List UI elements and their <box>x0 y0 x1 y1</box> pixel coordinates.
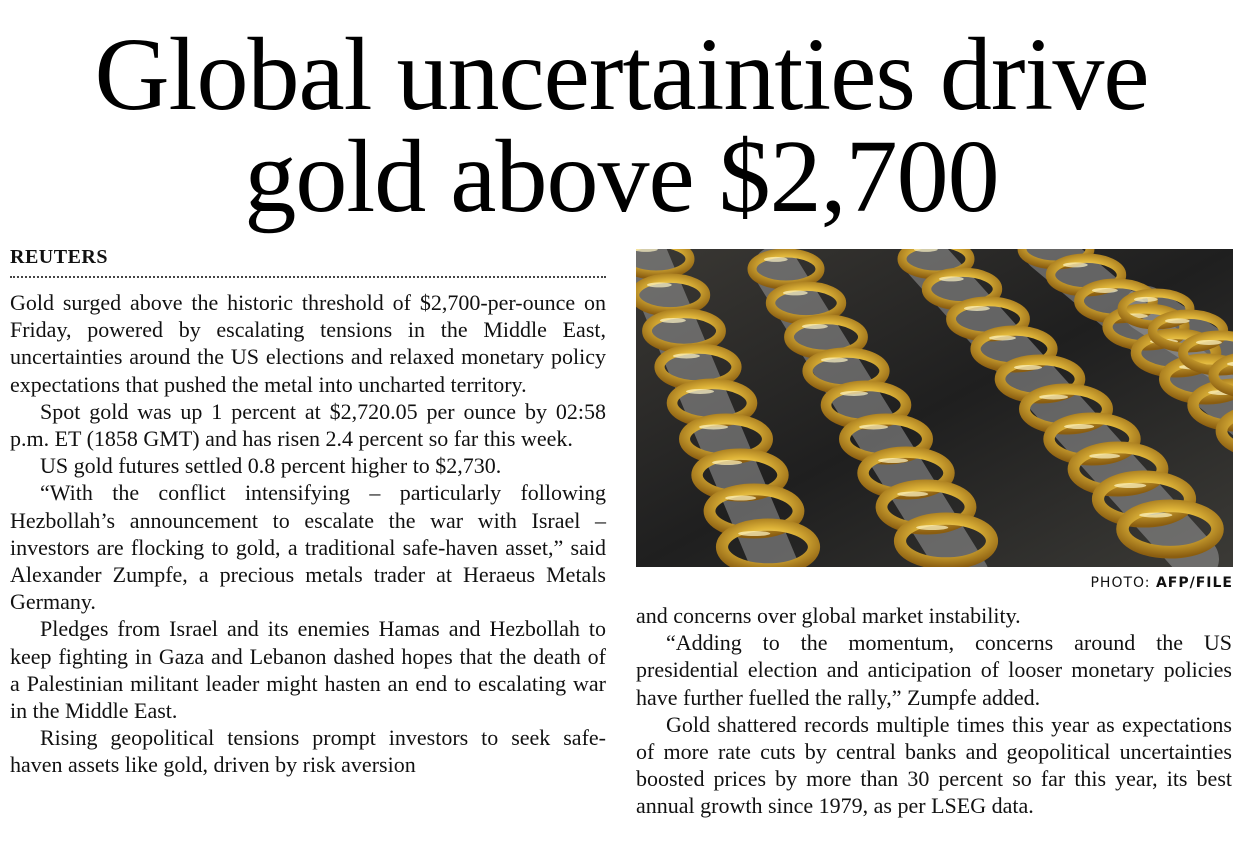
bangle-highlight <box>1089 454 1120 459</box>
gold-bangles-photo <box>636 249 1233 567</box>
bangle-highlight <box>1092 288 1118 293</box>
bangle-highlight <box>1196 340 1222 345</box>
paragraph-5: Pledges from Israel and its enemies Hamas and Hezbollah to keep fighting in Gaza and Lebanon dashed hopes that the death of a Palestinian militant leader might hasten an end to escalating war in the Middle East. <box>10 616 606 724</box>
photo-credit-label: PHOTO: <box>1090 575 1151 591</box>
bangle-highlight <box>660 318 686 323</box>
headline-line-1: Global uncertainties drive <box>94 17 1149 132</box>
bangle-highlight <box>1114 483 1146 488</box>
headline-line-2: gold above $2,700 <box>244 119 999 234</box>
bangle-highlight <box>725 496 756 501</box>
bangle-highlight <box>1134 297 1158 302</box>
right-column <box>636 602 1232 820</box>
paragraph-9: Gold shattered records multiple times this year as expectations of more rate cuts by central banks and geopolitical uncertainties boosted prices by more than 30 percent so far this year, its best annual growth since 1979, as per LSEG data. <box>636 711 1232 819</box>
paragraph-2: Spot gold was up 1 percent at $2,720.05 per ounce by 02:58 p.m. ET (1858 GMT) and has risen 2.4 percent so far this week. <box>10 398 606 452</box>
photo-illustration <box>636 249 1233 567</box>
bangle-highlight <box>1039 395 1068 400</box>
paragraph-8: “Adding to the momentum, concerns around the US presidential election and anticipation of looser monetary policies have further fuelled the rally,” Zumpfe added. <box>636 630 1232 710</box>
bangle-highlight <box>673 353 700 358</box>
paragraph-4: “With the conflict intensifying – particularly following Hezbollah’s announcement to escalate the war with Israel – investors are flocking to gold, a traditional safe-haven asset,” said Alexander Zumpfe, a precious metals trader at Heraeus Metals Germany. <box>10 480 606 615</box>
paragraph-1: Gold surged above the historic threshold of $2,700-per-ounce on Friday, powered by escalating tensions in the Middle East, uncertainties around the US elections and relaxed monetary policy expectations that pushed the metal into uncharted territory. <box>10 290 606 397</box>
bangle-highlight <box>764 257 788 262</box>
left-column <box>10 246 606 779</box>
bangle-highlight <box>647 282 672 287</box>
bangle-highlight <box>821 357 848 362</box>
bangle-highlight <box>1064 424 1094 429</box>
bangle-highlight <box>989 335 1016 340</box>
bangle-highlight <box>897 492 928 497</box>
bangle-highlight <box>738 531 770 536</box>
photo-credit <box>1090 575 1233 591</box>
bangle-highlight <box>939 276 964 281</box>
bangle-highlight <box>1139 513 1172 518</box>
bangle-highlight <box>712 460 742 465</box>
paragraph-3: US gold futures settled 0.8 percent higher to $2,730. <box>40 453 502 479</box>
bangle-highlight <box>802 324 828 329</box>
paragraph-6: Rising geopolitical tensions prompt investors to seek safe-haven assets like gold, driven by risk aversion <box>10 725 606 778</box>
bangle-highlight <box>878 458 908 463</box>
source-byline: REUTERS <box>10 246 606 278</box>
bangle-highlight <box>964 306 990 311</box>
bangle-highlight <box>1063 262 1088 267</box>
bangle-highlight <box>686 389 714 394</box>
headline <box>0 17 1243 234</box>
bangle-highlight <box>783 290 808 295</box>
bangle-highlight <box>1014 365 1042 370</box>
bangle-highlight <box>840 391 868 396</box>
bangle-highlight <box>1165 318 1190 323</box>
paragraph-7: and concerns over global market instability. <box>636 603 1021 628</box>
bangle-highlight <box>916 525 948 530</box>
bangle-highlight <box>859 425 888 430</box>
photo-credit-name: AFP/FILE <box>1155 575 1233 591</box>
bangle-highlight <box>699 425 728 430</box>
